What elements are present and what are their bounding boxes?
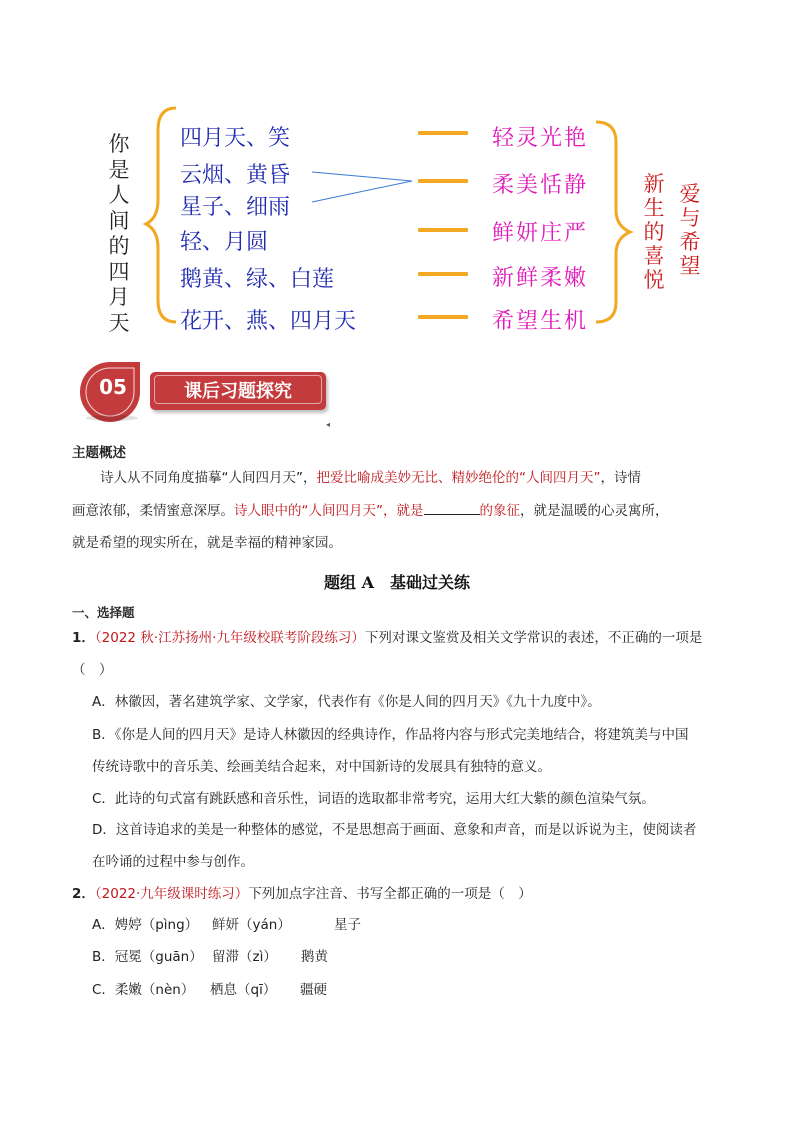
right-brace — [596, 122, 630, 322]
right-item: 新鲜柔嫩 — [492, 266, 589, 291]
question-2-stem: 2．（2022·九年级课时练习）下列加点字注音、书写全都正确的一项是（ ） — [72, 886, 532, 902]
group-title: 题组 A 基础过关练 — [324, 573, 470, 592]
connector-dash — [418, 315, 468, 319]
right-item: 轻灵光艳 — [492, 126, 589, 151]
option[interactable]: B．《你是人间的四月天》是诗人林徽因的经典诗作，作品将内容与形式完美地结合，将建筑美与中国 — [92, 727, 689, 743]
section-title: 课后习题探究 — [184, 381, 292, 402]
option[interactable]: D．这首诗追求的美是一种整体的感觉，不是思想高于画面、意象和声音，而是以诉说为主，使阅读者 — [92, 822, 697, 838]
small-arrow-icon: ◂ — [326, 420, 331, 429]
option-word: 疆硬 — [300, 982, 327, 998]
section-number: 05 — [99, 375, 127, 399]
theme-text: ，诗情 — [600, 470, 641, 486]
connector-dash — [418, 272, 468, 276]
left-item: 云烟、黄昏 — [180, 163, 291, 188]
theme-heading: 主题概述 — [72, 445, 126, 461]
theme-highlight: 的象征 — [479, 503, 520, 519]
theme-paragraph-line-2 — [72, 501, 669, 521]
right-item: 鲜妍庄严 — [492, 221, 589, 246]
left-item: 鹅黄、绿、白莲 — [180, 267, 335, 292]
link-line-2 — [312, 181, 412, 202]
theme-paragraph-line-1 — [100, 468, 641, 488]
right-item: 柔美恬静 — [492, 173, 589, 198]
left-item: 四月天、笑 — [180, 126, 291, 151]
link-line-1 — [312, 172, 412, 181]
left-item: 轻、月圆 — [180, 230, 269, 255]
theme-text: ，就是温暖的心灵寓所， — [520, 503, 669, 519]
connector-dash — [418, 228, 468, 232]
question-source: （2022 秋·江苏扬州·九年级校联考阶段练习） — [94, 630, 365, 646]
option[interactable]: A．林徽因，著名建筑学家、文学家，代表作有《你是人间的四月天》《九十九度中》。 — [92, 694, 601, 710]
option-word: 星子 — [334, 917, 361, 933]
question-source: （2022·九年级课时练习） — [94, 886, 249, 902]
left-item: 花开、燕、四月天 — [180, 309, 357, 334]
connector-dash — [418, 131, 468, 135]
option[interactable]: B．冠冕（guān） — [92, 949, 203, 965]
left-brace — [146, 108, 176, 322]
option-word: 栖息（qī） — [210, 982, 277, 998]
diagram-vertical-title: 你是人间的四月天 — [108, 132, 130, 335]
summary-outer: 爱与希望 — [679, 182, 701, 278]
right-item: 希望生机 — [492, 309, 589, 334]
option-continuation: 在吟诵的过程中参与创作。 — [92, 854, 254, 870]
section-title-bar — [150, 372, 326, 410]
option[interactable]: C．此诗的句式富有跳跃感和音乐性，词语的选取都非常考究，运用大红大紫的颜色渲染气氛。 — [92, 791, 655, 807]
option-word: 鲜妍（yán） — [212, 917, 291, 933]
theme-text: 诗人从不同角度描摹“人间四月天”， — [100, 470, 317, 486]
summary-inner: 新生的喜悦 — [643, 172, 665, 292]
option-word: 留滞（zì） — [212, 949, 277, 965]
fill-in-blank[interactable] — [424, 502, 480, 515]
diagram-connectors — [0, 0, 794, 340]
option[interactable]: A．娉婷（pìng） — [92, 917, 199, 933]
theme-text: 画意浓郁，柔情蜜意深厚。 — [72, 503, 234, 519]
left-item: 星子、细雨 — [180, 195, 291, 220]
theme-highlight: 诗人眼中的“人间四月天”，就是 — [234, 503, 424, 519]
theme-paragraph-line-3: 就是希望的现实所在，就是幸福的精神家园。 — [72, 535, 342, 551]
question-1-stem: 1．（2022 秋·江苏扬州·九年级校联考阶段练习）下列对课文鉴赏及相关文学常识的表述，不正确的一项是 — [72, 630, 703, 646]
question-section-label: 一、选择题 — [72, 605, 135, 620]
option-word: 鹅黄 — [301, 949, 328, 965]
theme-highlight: 把爱比喻成美妙无比、精妙绝伦的“人间四月天” — [316, 470, 601, 486]
connector-dash — [418, 179, 468, 183]
option-continuation: 传统诗歌中的音乐美、绘画美结合起来，对中国新诗的发展具有独特的意义。 — [92, 759, 551, 775]
answer-parentheses: （ ） — [72, 662, 113, 678]
option[interactable]: C．柔嫩（nèn） — [92, 982, 195, 998]
